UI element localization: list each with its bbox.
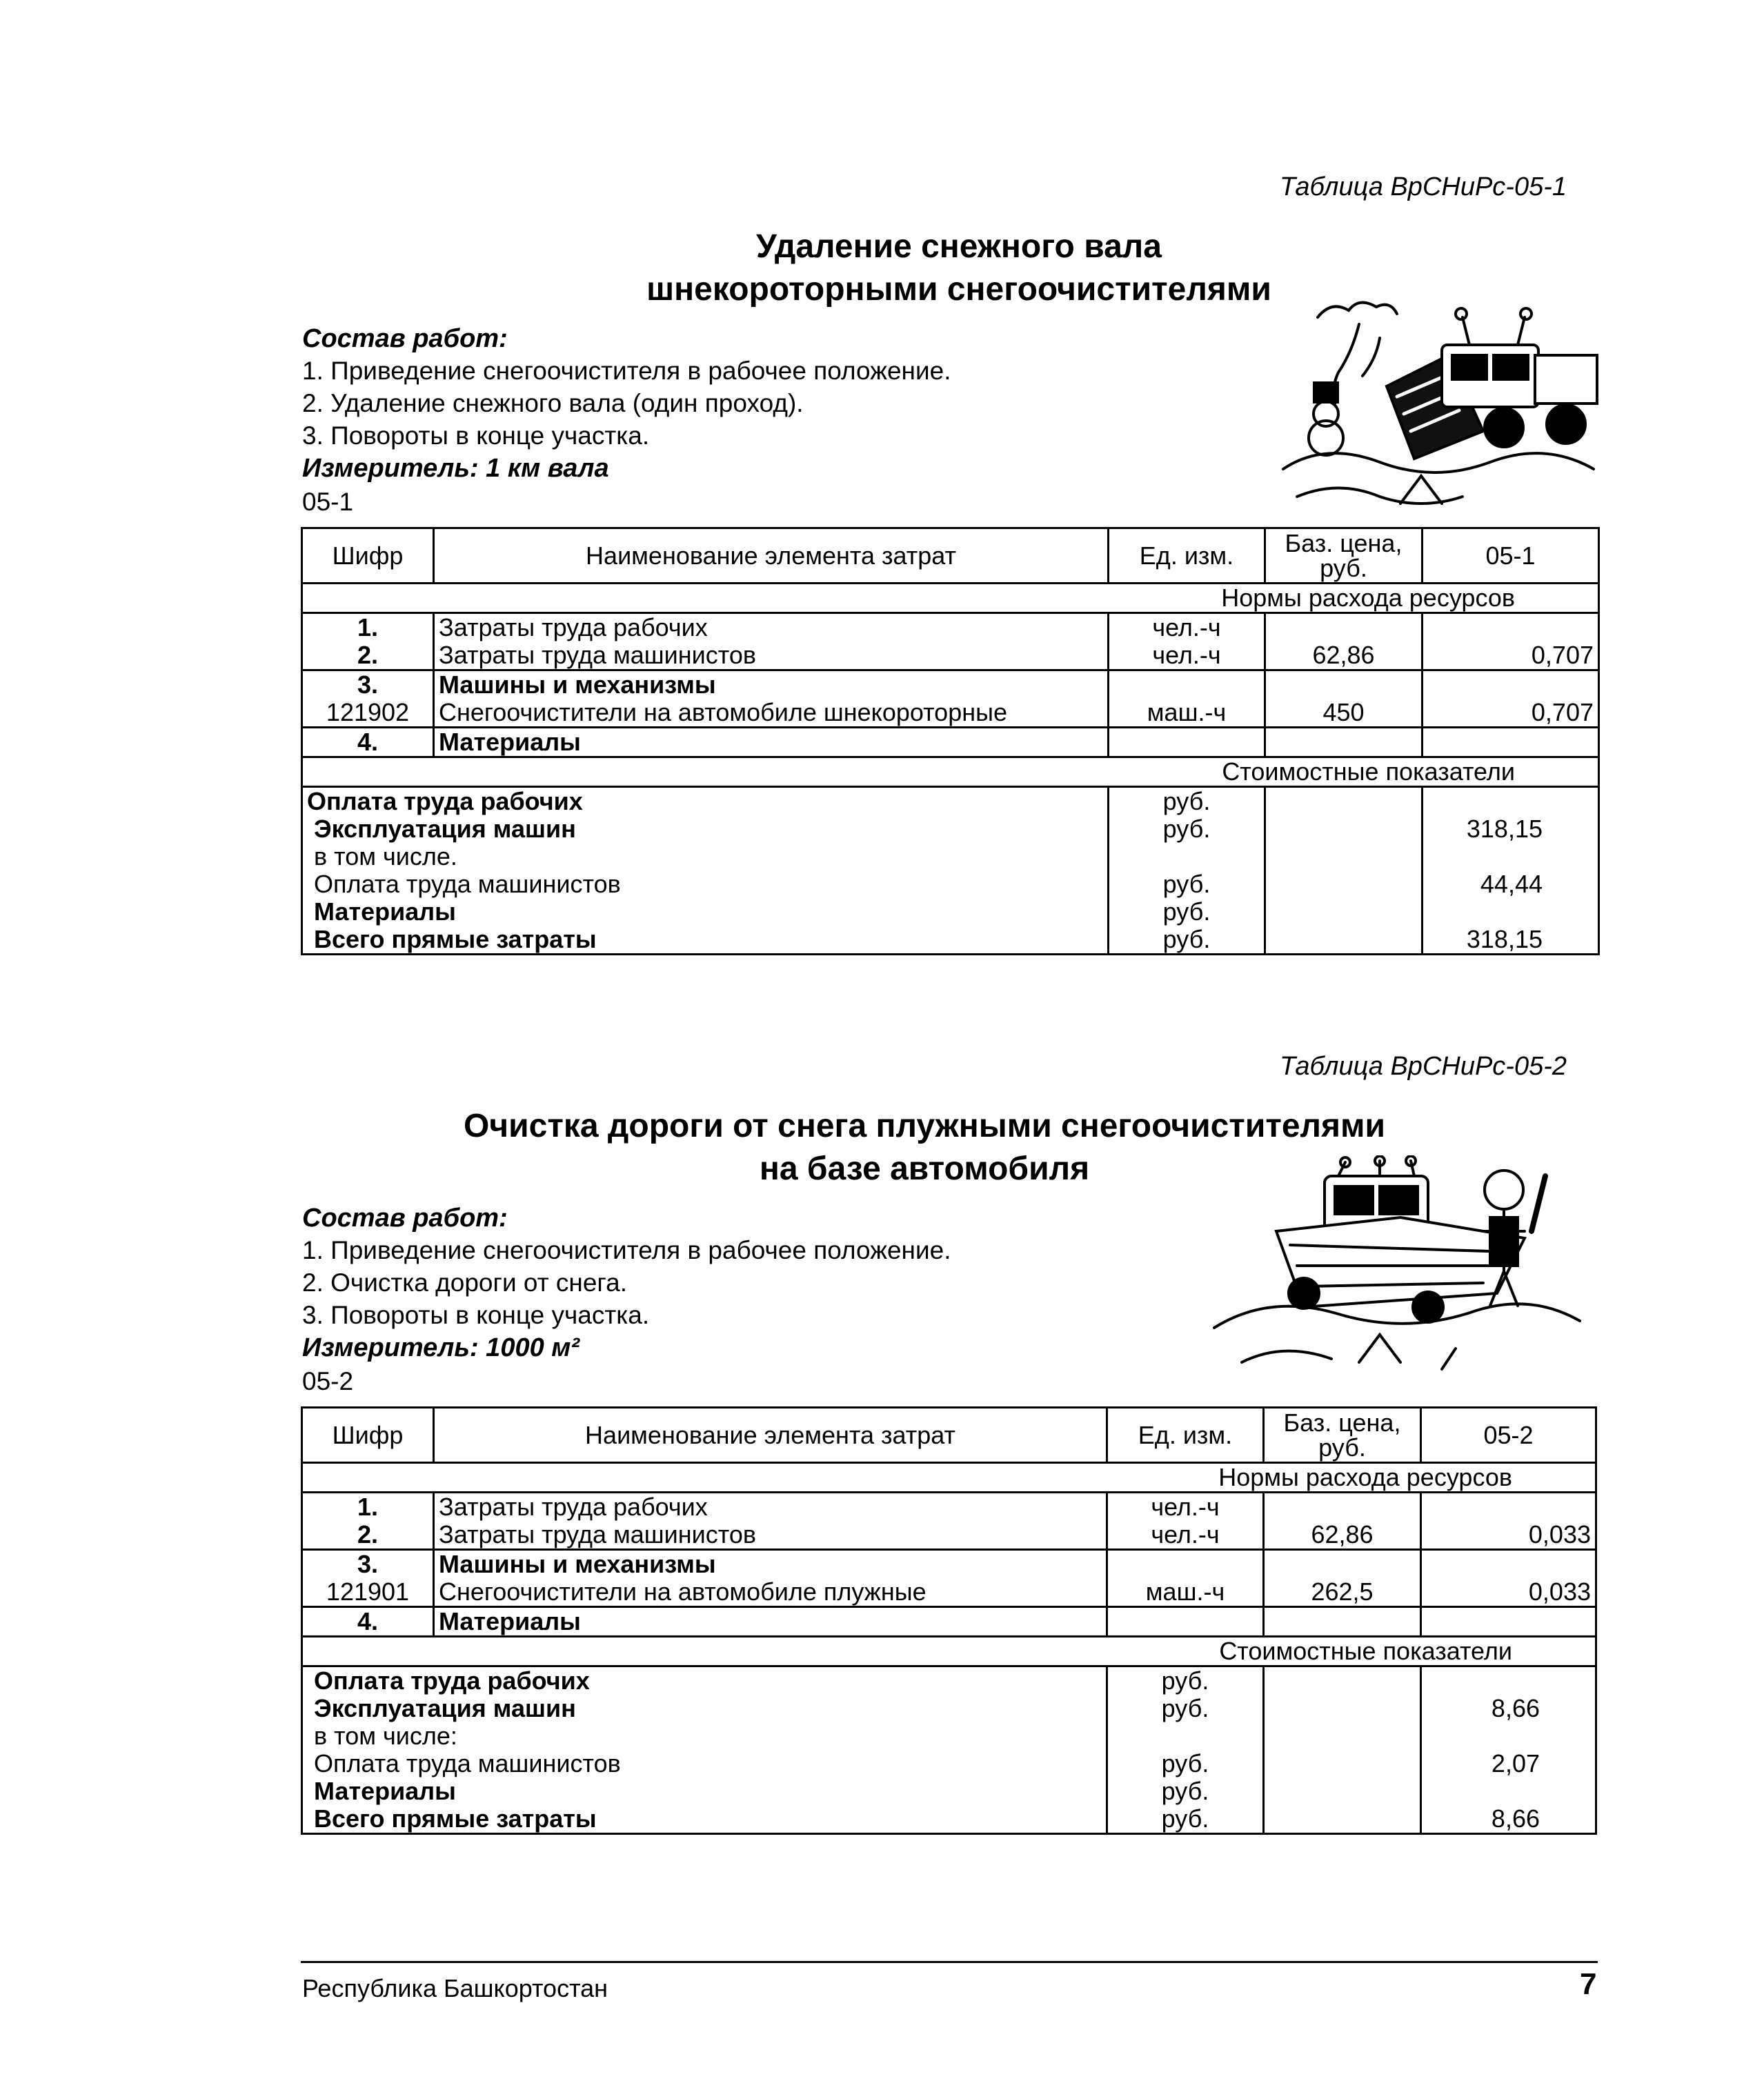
row-units-3 <box>1109 670 1265 728</box>
cost-section-label: Стоимостные показатели <box>302 757 1599 787</box>
row-names-1-2 <box>434 1493 1107 1550</box>
row-price <box>1269 1493 1416 1521</box>
cost-unit: руб. <box>1162 870 1211 898</box>
cost-values <box>1421 1666 1596 1834</box>
row-unit: чел.-ч <box>1152 613 1221 641</box>
cost-value: 8,66 <box>1491 1804 1540 1833</box>
work-step-2-1: 1. Приведение снегоочистителя в рабочее положение. <box>302 1236 951 1264</box>
row-name: Затраты труда рабочих <box>439 613 708 641</box>
row-values-3 <box>1423 670 1599 728</box>
cost-unit: руб. <box>1161 1749 1209 1778</box>
cost-names <box>302 1666 1107 1834</box>
row-names-3 <box>434 670 1109 728</box>
cost-units <box>1107 1666 1264 1834</box>
row-price: 450 <box>1322 698 1365 726</box>
plow-truck-illustration <box>1200 1155 1587 1383</box>
footer-divider <box>301 1961 1598 1963</box>
col-header-norm: 05-1 <box>1423 528 1599 584</box>
row-prices-1-2 <box>1265 613 1423 670</box>
work-step-1-2: 2. Удаление снежного вала (один проход). <box>302 389 804 417</box>
row-name: Снегоочистители на автомобиле шнекороторные <box>439 698 1007 726</box>
composition-heading-2: Состав работ: <box>302 1204 508 1233</box>
cost-value <box>1426 1722 1540 1750</box>
cost-name: Эксплуатация машин <box>314 1694 576 1722</box>
row-units-1-2 <box>1107 1493 1264 1550</box>
row-unit <box>1107 1607 1264 1637</box>
row-code: 4. <box>302 1607 434 1637</box>
cost-name: Оплата труда рабочих <box>307 787 583 815</box>
cost-value <box>1427 788 1543 815</box>
row-unit: чел.-ч <box>1151 1493 1220 1521</box>
row-price <box>1265 728 1423 757</box>
row-names-1-2 <box>434 613 1109 670</box>
row-unit: чел.-ч <box>1151 1520 1220 1549</box>
cost-unit <box>1112 1722 1258 1750</box>
cost-name: в том числе: <box>314 1722 457 1750</box>
cost-unit: руб. <box>1162 925 1211 953</box>
row-value <box>1426 1551 1591 1578</box>
row-unit: чел.-ч <box>1152 641 1221 669</box>
cost-value: 318,15 <box>1466 815 1543 843</box>
row-code: 3. <box>357 1550 379 1578</box>
row-name: Затраты труда машинистов <box>439 1520 757 1549</box>
row-price <box>1264 1607 1421 1637</box>
row-name: Материалы <box>434 728 1109 757</box>
cost-price-empty <box>1265 787 1423 955</box>
row-unit <box>1112 1551 1258 1578</box>
row-name: Машины и механизмы <box>439 670 716 699</box>
col-header-name: Наименование элемента затрат <box>434 1408 1107 1463</box>
row-value <box>1421 1607 1596 1637</box>
cost-table-2 <box>301 1406 1597 1835</box>
row-code: 2. <box>357 1520 379 1549</box>
row-values-1-2 <box>1421 1493 1596 1550</box>
cost-name: в том числе. <box>314 842 457 870</box>
row-values-1-2 <box>1423 613 1599 670</box>
row-prices-1-2 <box>1264 1493 1421 1550</box>
table-reference-1: Таблица ВрСНиРс-05-1 <box>1280 172 1567 201</box>
col-header-unit: Ед. изм. <box>1109 528 1265 584</box>
cost-name: Оплата труда рабочих <box>314 1666 590 1695</box>
norms-section-label: Нормы расхода ресурсов <box>302 584 1599 613</box>
row-names-3 <box>434 1550 1107 1607</box>
row-code: 1. <box>357 1493 379 1521</box>
work-step-2-2: 2. Очистка дороги от снега. <box>302 1268 627 1297</box>
row-price <box>1270 671 1417 699</box>
row-value: 0,707 <box>1531 641 1594 669</box>
row-units-3 <box>1107 1550 1264 1607</box>
col-header-norm: 05-2 <box>1421 1408 1596 1463</box>
row-code: 3. <box>357 670 379 699</box>
cost-unit: руб. <box>1162 815 1211 843</box>
row-codes-1-2 <box>302 1493 434 1550</box>
work-step-2-3: 3. Повороты в конце участка. <box>302 1301 650 1329</box>
table-code-1: 05-1 <box>302 488 354 516</box>
row-price <box>1269 1551 1416 1578</box>
table-reference-2: Таблица ВрСНиРс-05-2 <box>1280 1052 1567 1081</box>
row-code: 121902 <box>326 698 410 726</box>
snowblower-illustration <box>1276 297 1607 517</box>
cost-value <box>1427 898 1543 926</box>
row-name: Материалы <box>434 1607 1107 1637</box>
cost-name: Всего прямые затраты <box>314 925 597 953</box>
footer-region: Республика Башкортостан <box>302 1974 608 2002</box>
row-value <box>1426 1493 1591 1521</box>
cost-name: Эксплуатация машин <box>314 815 576 843</box>
section-title-2-line1: Очистка дороги от снега плужными снегоочистителями <box>463 1108 1386 1144</box>
row-value <box>1427 671 1594 699</box>
table-code-2: 05-2 <box>302 1367 354 1395</box>
row-unit <box>1113 671 1260 699</box>
row-name: Снегоочистители на автомобиле плужные <box>439 1577 926 1606</box>
row-codes-3 <box>302 670 434 728</box>
row-unit <box>1109 728 1265 757</box>
meter-1: Измеритель: 1 км вала <box>302 454 609 483</box>
section-title-2-line2: на базе автомобиля <box>759 1151 1090 1187</box>
row-name: Затраты труда рабочих <box>439 1493 708 1521</box>
row-value <box>1423 728 1599 757</box>
cost-units <box>1109 787 1265 955</box>
col-header-unit: Ед. изм. <box>1107 1408 1264 1463</box>
work-step-1-1: 1. Приведение снегоочистителя в рабочее положение. <box>302 357 951 385</box>
row-unit: маш.-ч <box>1147 698 1227 726</box>
cost-unit: руб. <box>1162 897 1211 926</box>
cost-value: 318,15 <box>1466 925 1543 953</box>
cost-unit <box>1113 843 1260 870</box>
page-number: 7 <box>1580 1967 1597 2001</box>
cost-value <box>1426 1667 1540 1695</box>
col-header-code: Шифр <box>302 1408 434 1463</box>
row-code: 4. <box>302 728 434 757</box>
row-value: 0,033 <box>1528 1577 1591 1606</box>
section-title-1-line1: Удаление снежного вала <box>756 228 1162 265</box>
row-price: 62,86 <box>1311 1520 1374 1549</box>
row-units-1-2 <box>1109 613 1265 670</box>
row-code: 2. <box>357 641 379 669</box>
cost-name: Оплата труда машинистов <box>314 870 621 898</box>
row-codes-3 <box>302 1550 434 1607</box>
section-title-1-line2: шнекороторными снегоочистителями <box>646 271 1271 308</box>
col-header-name: Наименование элемента затрат <box>434 528 1109 584</box>
row-price: 62,86 <box>1312 641 1375 669</box>
meter-2: Измеритель: 1000 м² <box>302 1333 580 1362</box>
cost-value <box>1426 1778 1540 1805</box>
cost-section-label: Стоимостные показатели <box>302 1637 1596 1666</box>
row-code: 121901 <box>326 1577 410 1606</box>
cost-value <box>1427 843 1543 870</box>
cost-name: Материалы <box>314 1777 456 1805</box>
cost-unit: руб. <box>1161 1666 1209 1695</box>
cost-values <box>1423 787 1599 955</box>
row-code: 1. <box>357 613 379 641</box>
col-header-price: Баз. цена, руб. <box>1265 528 1423 584</box>
col-header-code: Шифр <box>302 528 434 584</box>
cost-table-1 <box>301 527 1600 955</box>
composition-heading-1: Состав работ: <box>302 324 508 353</box>
work-step-1-3: 3. Повороты в конце участка. <box>302 421 650 450</box>
row-prices-3 <box>1264 1550 1421 1607</box>
cost-name: Всего прямые затраты <box>314 1804 597 1833</box>
cost-price-empty <box>1264 1666 1421 1834</box>
row-name: Машины и механизмы <box>439 1550 716 1578</box>
cost-unit: руб. <box>1161 1804 1209 1833</box>
row-unit: маш.-ч <box>1145 1577 1225 1606</box>
row-prices-3 <box>1265 670 1423 728</box>
row-value: 0,033 <box>1528 1520 1591 1549</box>
row-value: 0,707 <box>1531 698 1594 726</box>
cost-value: 2,07 <box>1491 1749 1540 1778</box>
cost-name: Оплата труда машинистов <box>314 1749 621 1778</box>
row-codes-1-2 <box>302 613 434 670</box>
cost-value: 8,66 <box>1491 1694 1540 1722</box>
col-header-price: Баз. цена, руб. <box>1264 1408 1421 1463</box>
cost-value: 44,44 <box>1480 870 1543 898</box>
row-price: 262,5 <box>1311 1577 1374 1606</box>
row-value <box>1427 614 1594 641</box>
cost-names <box>302 787 1109 955</box>
row-values-3 <box>1421 1550 1596 1607</box>
cost-unit: руб. <box>1161 1694 1209 1722</box>
cost-unit: руб. <box>1162 787 1211 815</box>
row-name: Затраты труда машинистов <box>439 641 757 669</box>
norms-section-label: Нормы расхода ресурсов <box>302 1463 1596 1493</box>
cost-unit: руб. <box>1161 1777 1209 1805</box>
cost-name: Материалы <box>314 897 456 926</box>
row-price <box>1270 614 1417 641</box>
